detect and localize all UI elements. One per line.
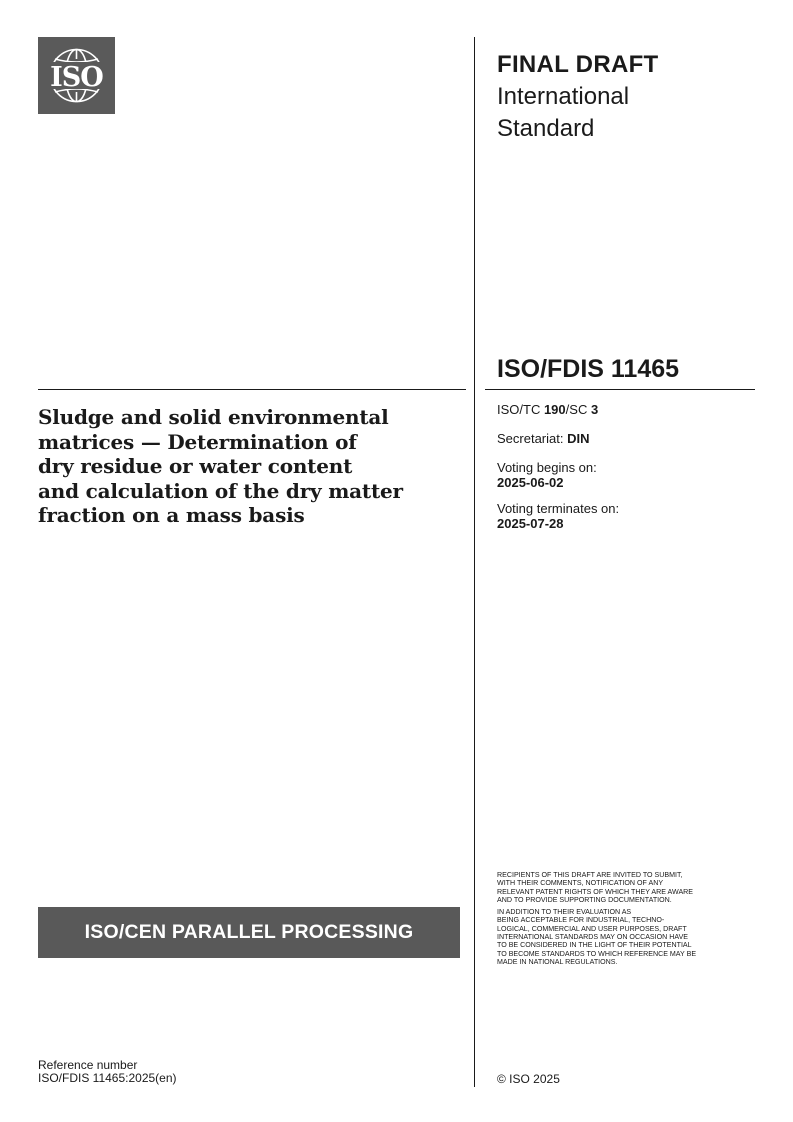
notice-line: IN ADDITION TO THEIR EVALUATION AS [497, 908, 632, 917]
secretariat [497, 431, 757, 446]
notice-line: WITH THEIR COMMENTS, NOTIFICATION OF ANY [497, 879, 664, 888]
draft-notice [497, 871, 759, 966]
notice-paragraph [497, 908, 759, 966]
document-title [38, 405, 458, 528]
secretariat-value: DIN [567, 431, 590, 446]
committee-separator: /SC [565, 402, 591, 417]
voting-terminates-date: 2025-07-28 [497, 516, 564, 531]
notice-line: TO BE CONSIDERED IN THE LIGHT OF THEIR POTENTIAL [497, 941, 692, 950]
status-line: FINAL DRAFT [497, 51, 659, 78]
draft-status [497, 49, 757, 145]
voting-begins-date: 2025-06-02 [497, 475, 564, 490]
iso-logo [38, 37, 115, 114]
committee-prefix: ISO/TC [497, 402, 544, 417]
title-line: fraction on a mass basis [38, 503, 305, 527]
copyright-notice: © ISO 2025 [497, 1072, 560, 1086]
iso-globe-icon [38, 37, 115, 114]
notice-line: MADE IN NATIONAL REGULATIONS. [497, 957, 618, 966]
vertical-divider [474, 37, 475, 1087]
notice-line: AND TO PROVIDE SUPPORTING DOCUMENTATION. [497, 895, 672, 904]
document-metadata [497, 402, 757, 531]
status-line: Standard [497, 115, 595, 142]
notice-line: LOGICAL, COMMERCIAL AND USER PURPOSES, DRAFT [497, 924, 687, 933]
title-line: dry residue or water content [38, 454, 353, 478]
reference-label: Reference number [38, 1058, 138, 1072]
secretariat-label: Secretariat: [497, 431, 568, 446]
title-line: matrices — Determination of [38, 429, 357, 454]
voting-terminates [497, 501, 757, 531]
parallel-processing-banner: ISO/CEN PARALLEL PROCESSING [38, 907, 460, 958]
title-line: Sludge and solid environmental [38, 405, 389, 429]
notice-paragraph [497, 871, 759, 904]
notice-line: BEING ACCEPTABLE FOR INDUSTRIAL, TECHNO- [497, 916, 665, 925]
status-line: International [497, 83, 630, 110]
notice-line: RECIPIENTS OF THIS DRAFT ARE INVITED TO SUBMIT, [497, 871, 683, 879]
horizontal-rule-left [38, 389, 466, 390]
horizontal-rule-right [485, 389, 755, 390]
notice-line: RELEVANT PATENT RIGHTS OF WHICH THEY ARE AWARE [497, 887, 694, 896]
title-line: and calculation of the dry matter [38, 478, 403, 503]
committee-reference [497, 402, 757, 417]
reference-value: ISO/FDIS 11465:2025(en) [38, 1071, 177, 1085]
document-number: ISO/FDIS 11465 [497, 355, 680, 383]
voting-begins [497, 460, 757, 490]
voting-terminates-label: Voting terminates on: [497, 501, 620, 516]
reference-number [38, 1059, 177, 1085]
voting-begins-label: Voting begins on: [497, 460, 597, 475]
iso-logo-text: ISO [50, 62, 103, 93]
subcommittee-number: 3 [590, 402, 599, 417]
notice-line: TO BECOME STANDARDS TO WHICH REFERENCE MAY BE [497, 949, 697, 958]
technical-committee-number: 190 [543, 402, 566, 417]
notice-line: INTERNATIONAL STANDARDS MAY ON OCCASION HAVE [497, 933, 689, 942]
